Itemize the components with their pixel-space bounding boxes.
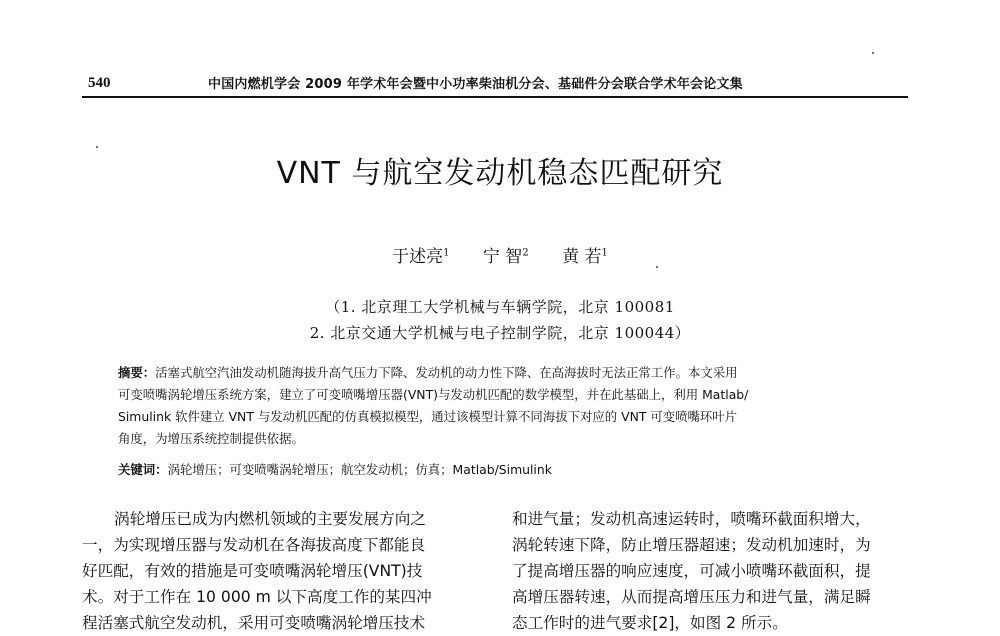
author: 黄 若$^1$: [562, 247, 608, 267]
abstract: [118, 362, 890, 450]
author: 于述亮$^1$: [392, 247, 450, 267]
body-line: 涡轮转速下降，防止增压器超速；发动机加速时，为: [512, 536, 871, 554]
paper-title: VNT 与航空发动机稳态匹配研究: [276, 156, 724, 191]
journal-title: 中国内燃机学会 2009 年学术年会暨中小功率柴油机分会、基础件分会联合学术年会论文集: [208, 77, 743, 92]
abstract-line: 角度，为增压系统控制提供依据。: [118, 431, 304, 446]
body-line: 好匹配，有效的措施是可变喷嘴涡轮增压(VNT)技: [82, 562, 423, 580]
body-column-right: [512, 506, 910, 636]
body-line: 涡轮增压已成为内燃机领域的主要发展方向之: [114, 510, 426, 528]
page-number: 540: [88, 75, 111, 91]
abstract-line: 摘要：活塞式航空汽油发动机随海拔升高气压力下降、发动机的动力性下降、在高海拔时无法正常工作。本文采用: [118, 365, 738, 380]
running-header: [82, 72, 908, 98]
abstract-label: 摘要：: [118, 365, 156, 380]
scan-speck: [872, 52, 874, 54]
body-line: 一，为实现增压器与发动机在各海拔高度下都能良: [82, 536, 426, 554]
affiliation-1: （1. 北京理工大学机械与车辆学院，北京 100081: [325, 298, 675, 316]
body-line: 态工作时的进气要求[2]，如图 2 所示。: [512, 614, 788, 632]
author-list: [0, 242, 1000, 267]
body-line: 程活塞式航空发动机，采用可变喷嘴涡轮增压技术: [82, 614, 426, 632]
body-line: 和进气量；发动机高速运转时，喷嘴环截面积增大，: [512, 510, 871, 528]
body-line: 了提高增压器的响应速度，可减小喷嘴环截面积，提: [512, 562, 871, 580]
keywords-text: 涡轮增压；可变喷嘴涡轮增压；航空发动机；仿真；Matlab/Simulink: [167, 462, 552, 477]
body-column-left: [82, 506, 490, 636]
abstract-line: Simulink 软件建立 VNT 与发动机匹配的仿真模拟模型，通过该模型计算不同海拔下对应的 VNT 可变喷嘴环叶片: [118, 409, 738, 424]
abstract-line: 可变喷嘴涡轮增压系统方案，建立了可变喷嘴增压器(VNT)与发动机匹配的数学模型，并在此基础上，利用 Matlab/: [118, 387, 749, 402]
body-line: 高增压器转速，从而提高增压压力和进气量，满足瞬: [512, 588, 871, 606]
body-line: 术。对于工作在 10 000 m 以下高度工作的某四冲: [82, 588, 432, 606]
author: 宁 智$^2$: [482, 247, 529, 267]
keywords-label: 关键词：: [118, 462, 168, 477]
affiliation-2: 2. 北京交通大学机械与电子控制学院，北京 100044）: [309, 324, 691, 342]
keywords: [118, 460, 890, 480]
